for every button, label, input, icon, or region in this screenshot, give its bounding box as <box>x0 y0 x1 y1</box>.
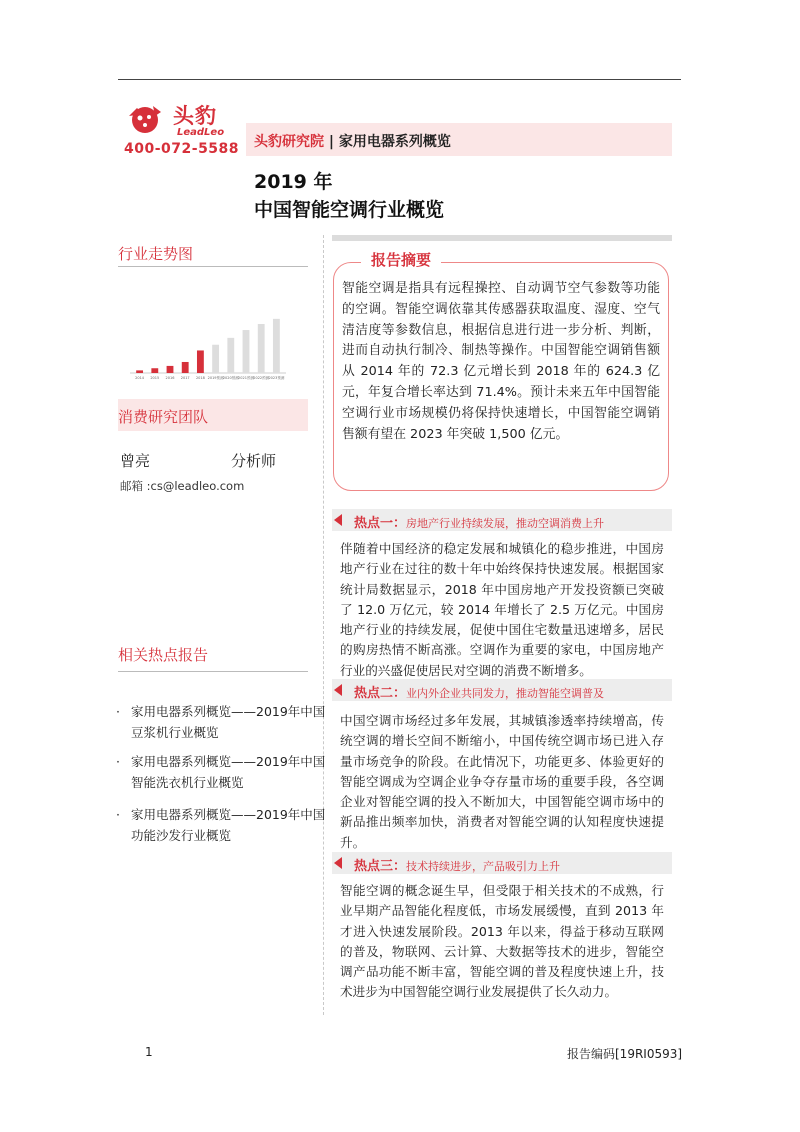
hotspot-1-text: 伴随着中国经济的稳定发展和城镇化的稳步推进，中国房地产行业在过往的数十年中始终保持快速发展。根据国家统计局数据显示，2018 年中国房地产开发投资额已突破了 12.0 万亿元，较 2014 年增长了 2.5 万亿元。中国房地产行业的持续发展，促使中国住宅数量迅速增多，居民的购房热情不断高涨。空调作为重要的家电，中国房地产行业的兴盛促使居民对空调的消费不断增多。 <box>340 541 664 678</box>
series-name: 家用电器系列概览 <box>338 134 451 150</box>
team-heading: 消费研究团队 <box>118 408 209 426</box>
hotspot-3-text: 智能空调的概念诞生早，但受限于相关技术的不成熟，行业早期产品智能化程度低，市场发展缓慢，直到 2013 年才进入快速发展阶段。2013 年以来，得益于移动互联网的普及，物联网、云计算、大数据等技术的进步，智能空调产品功能不断丰富，智能空调的普及程度快速上升，技术进步为中国智能空调行业发展提供了长久动力。 <box>340 883 664 1000</box>
trend-thumbnail-chart <box>116 278 288 382</box>
hotspot-3-heading <box>354 855 560 874</box>
report-year: 2019 年 <box>254 171 333 193</box>
report-title: 中国智能空调行业概览 <box>254 199 445 221</box>
trend-tick-label: 2017 <box>180 376 190 380</box>
column-divider <box>323 235 324 1015</box>
hotspot-2-label: 热点二： <box>354 686 407 701</box>
chevron-left-icon <box>334 857 342 869</box>
trend-tick-label: 2022预测 <box>253 376 270 380</box>
trend-tick-label: 2021预测 <box>238 376 254 380</box>
hotspot-3-title: 技术持续进步，产品吸引力上升 <box>406 860 561 873</box>
trend-tick-label: 2023预测 <box>268 376 285 380</box>
trend-rule <box>118 266 308 267</box>
trend-bar-2022预测 <box>258 324 265 373</box>
report-code: 报告编码[19RI0593] <box>567 1047 683 1061</box>
hotspot-2-heading <box>354 682 604 701</box>
top-rule <box>118 79 681 80</box>
related-report-link[interactable]: 家用电器系列概览——2019年中国功能沙发行业概览 <box>131 807 326 843</box>
chevron-left-icon <box>334 514 342 526</box>
trend-tick-label: 2019预测 <box>207 376 224 380</box>
brand-name-en: LeadLeo <box>177 127 225 138</box>
summary-text: 智能空调是指具有远程操控、自动调节空气参数等功能的空调。智能空调依靠其传感器获取温度、湿度、空气清洁度等参数信息，根据信息进行进一步分析、判断，进而自动执行制冷、制热等操作。中国智能空调销售额从 2014 年的 72.3 亿元增长到 2018 年的 624.3 亿元，年复合增长率达到 71.4%。预计未来五年中国智能空调行业市场规模仍将保持快速增长，中国智能空调销售额有望在 2023 年突破 1,500 亿元。 <box>342 281 660 442</box>
hotspot-3-label: 热点三： <box>354 859 407 874</box>
bullet: · <box>116 754 120 769</box>
trend-bar-2018 <box>197 350 204 373</box>
trend-heading: 行业走势图 <box>118 245 194 263</box>
leopard-icon <box>129 106 161 133</box>
institute-name: 头豹研究院 <box>254 134 324 150</box>
trend-tick-label: 2014 <box>135 376 145 380</box>
chevron-left-icon <box>334 684 342 696</box>
summary-tag: 报告摘要 <box>361 249 441 270</box>
trend-bar-2020预测 <box>227 338 234 373</box>
trend-bar-2023预测 <box>273 319 280 373</box>
trend-bar-2017 <box>182 362 189 373</box>
hotspot-1-title: 房地产行业持续发展，推动空调消费上升 <box>406 517 605 530</box>
hotspot-1-label: 热点一： <box>354 516 407 531</box>
trend-tick-label: 2016 <box>165 376 175 380</box>
section-band <box>332 235 672 241</box>
analyst-email[interactable]: 邮箱 :cs@leadleo.com <box>120 479 245 493</box>
series-line <box>254 131 451 151</box>
related-report-3[interactable] <box>116 804 326 848</box>
hotspot-2-title: 业内外企业共同发力，推动智能空调普及 <box>406 687 605 700</box>
page-number: 1 <box>145 1045 153 1059</box>
phone-number: 400-072-5588 <box>124 141 240 157</box>
related-report-2[interactable] <box>116 751 326 795</box>
trend-tick-label: 2015 <box>150 376 160 380</box>
separator: | <box>328 134 334 150</box>
related-report-link[interactable]: 家用电器系列概览——2019年中国豆浆机行业概览 <box>131 704 326 740</box>
bullet: · <box>116 807 120 822</box>
bullet: · <box>116 704 120 719</box>
analyst-role: 分析师 <box>231 452 277 470</box>
related-report-1[interactable] <box>116 701 326 745</box>
related-heading: 相关热点报告 <box>118 646 209 664</box>
trend-bar-2015 <box>151 368 158 373</box>
trend-bar-2019预测 <box>212 345 219 373</box>
trend-tick-label: 2020预测 <box>222 376 239 380</box>
trend-bar-2014 <box>136 370 143 373</box>
analyst-name: 曾亮 <box>120 452 151 470</box>
trend-tick-label: 2018 <box>195 376 205 380</box>
related-report-link[interactable]: 家用电器系列概览——2019年中国智能洗衣机行业概览 <box>131 754 326 790</box>
related-rule <box>118 671 308 672</box>
hotspot-2-text: 中国空调市场经过多年发展，其城镇渗透率持续增高，传统空调的增长空间不断缩小，中国传统空调市场已进入存量市场竞争的阶段。在此情况下，功能更多、体验更好的智能空调成为空调企业争夺存量市场的重要手段，各空调企业对智能空调的投入不断加大，中国智能空调市场中的新品推出频率加快，消费者对智能空调的认知程度快速提升。 <box>340 713 664 850</box>
brand-name-cn: 头豹 <box>173 104 217 128</box>
hotspot-1-heading <box>354 512 604 531</box>
trend-bar-2016 <box>167 366 174 373</box>
trend-bar-2021预测 <box>243 330 250 373</box>
